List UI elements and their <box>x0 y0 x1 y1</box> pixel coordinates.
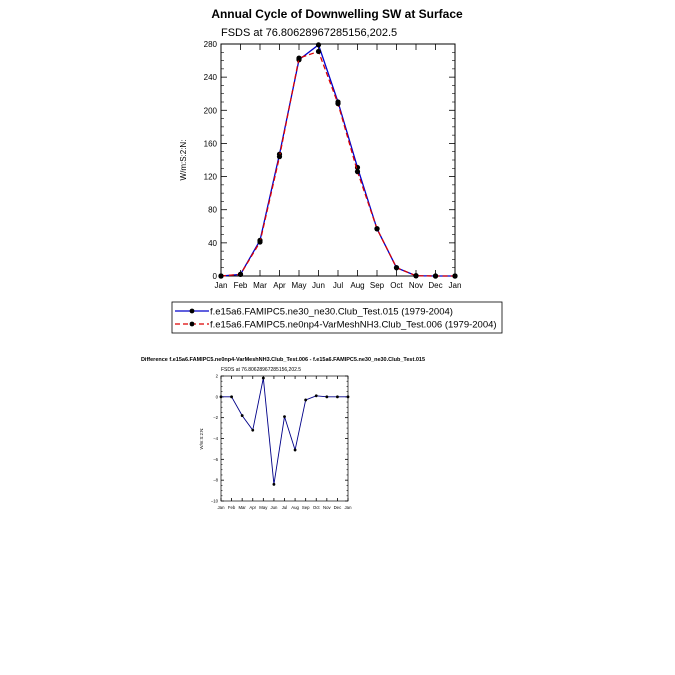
x-tick-label: Jan <box>217 505 225 510</box>
y-tick-label: 2 <box>215 373 218 379</box>
series-line <box>221 378 348 484</box>
data-point <box>413 273 418 278</box>
data-point <box>251 429 254 432</box>
legend <box>172 302 502 333</box>
x-tick-label: Sep <box>301 505 310 510</box>
data-point <box>347 395 350 398</box>
data-point <box>433 273 438 278</box>
y-tick-label: 80 <box>208 205 217 215</box>
x-tick-label: Aug <box>291 505 299 510</box>
y-tick-label: 120 <box>203 172 217 182</box>
x-tick-label: Jan <box>344 505 352 510</box>
x-tick-label: Jul <box>281 505 288 510</box>
legend-entry: f.e15a6.FAMIPC5.ne0np4-VarMeshNH3.Club_Test.006 (1979-2004) <box>210 319 497 331</box>
data-point <box>241 414 244 417</box>
x-tick-label: Jan <box>214 281 228 290</box>
data-point <box>220 395 223 398</box>
data-point <box>294 449 297 452</box>
series-line <box>221 45 455 276</box>
y-tick-label: 160 <box>203 139 217 149</box>
data-point <box>262 377 265 380</box>
plot-frame <box>221 376 348 501</box>
x-tick-label: Feb <box>227 505 236 510</box>
data-point <box>355 169 360 174</box>
x-tick-label: Aug <box>350 281 365 290</box>
data-point <box>394 265 399 270</box>
data-point <box>304 399 307 402</box>
annual-cycle-chart <box>172 7 502 333</box>
data-point <box>238 272 243 277</box>
x-tick-label: Jul <box>332 281 344 290</box>
x-tick-label: Mar <box>238 505 246 510</box>
chart-title: Annual Cycle of Downwelling SW at Surface <box>211 7 463 21</box>
difference-chart <box>141 357 425 510</box>
data-point <box>374 226 379 231</box>
x-tick-label: Feb <box>233 281 248 290</box>
data-point <box>452 273 457 278</box>
y-tick-label: −4 <box>213 436 218 441</box>
y-tick-label: −6 <box>213 456 218 462</box>
data-point <box>257 239 262 244</box>
y-tick-label: 0 <box>215 394 218 400</box>
data-point <box>325 395 328 398</box>
x-tick-label: Sep <box>369 281 385 290</box>
x-tick-label: Jun <box>312 281 325 290</box>
x-tick-label: Nov <box>408 281 424 290</box>
data-point <box>296 55 301 60</box>
y-axis-label: W/m:S:2:N: <box>179 139 188 181</box>
data-point <box>335 101 340 106</box>
data-point <box>273 483 276 486</box>
data-point <box>316 42 321 47</box>
data-point <box>315 394 318 397</box>
data-point <box>218 273 223 278</box>
y-tick-label: −2 <box>213 415 218 421</box>
x-tick-label: May <box>291 281 307 290</box>
y-tick-label: 40 <box>208 238 217 248</box>
x-tick-label: Apr <box>273 281 286 290</box>
legend-marker <box>190 309 195 314</box>
data-point <box>230 395 233 398</box>
x-tick-label: Dec <box>333 505 342 510</box>
y-tick-label: 0 <box>212 272 217 281</box>
data-point <box>336 395 339 398</box>
y-tick-label: 200 <box>203 106 217 116</box>
x-tick-label: Nov <box>323 505 331 510</box>
chart-subtitle: FSDS at 76.80628967285156,202.5 <box>221 27 398 39</box>
y-tick-label: −8 <box>213 477 218 483</box>
x-tick-label: Oct <box>390 281 403 290</box>
plot-frame <box>221 44 455 276</box>
data-point <box>283 415 286 418</box>
chart-title: Difference f.e15a6.FAMIPC5.ne0np4-VarMeshNH3.Club_Test.006 - f.e15a6.FAMIPC5.ne30_ne30.Club_Test.015 <box>140 357 426 363</box>
y-axis-label: W/m:S:2:N: <box>199 427 204 450</box>
x-tick-label: Dec <box>428 281 443 290</box>
x-tick-label: May <box>259 505 268 510</box>
y-tick-label: 240 <box>203 73 217 83</box>
x-tick-label: Oct <box>312 505 320 510</box>
chart-subtitle: FSDS at 76.80628967285156,202.5 <box>221 367 302 373</box>
data-point <box>316 49 321 54</box>
x-tick-label: Apr <box>249 505 257 510</box>
x-tick-label: Jun <box>270 505 278 510</box>
legend-marker <box>190 322 195 327</box>
legend-entry: f.e15a6.FAMIPC5.ne30_ne30.Club_Test.015 (1979-2004) <box>210 306 453 318</box>
data-point <box>277 154 282 159</box>
y-tick-label: 280 <box>203 40 217 49</box>
x-tick-label: Jan <box>448 281 462 290</box>
series-line <box>221 51 455 276</box>
y-tick-label: −10 <box>210 498 218 504</box>
x-tick-label: Mar <box>253 281 267 290</box>
